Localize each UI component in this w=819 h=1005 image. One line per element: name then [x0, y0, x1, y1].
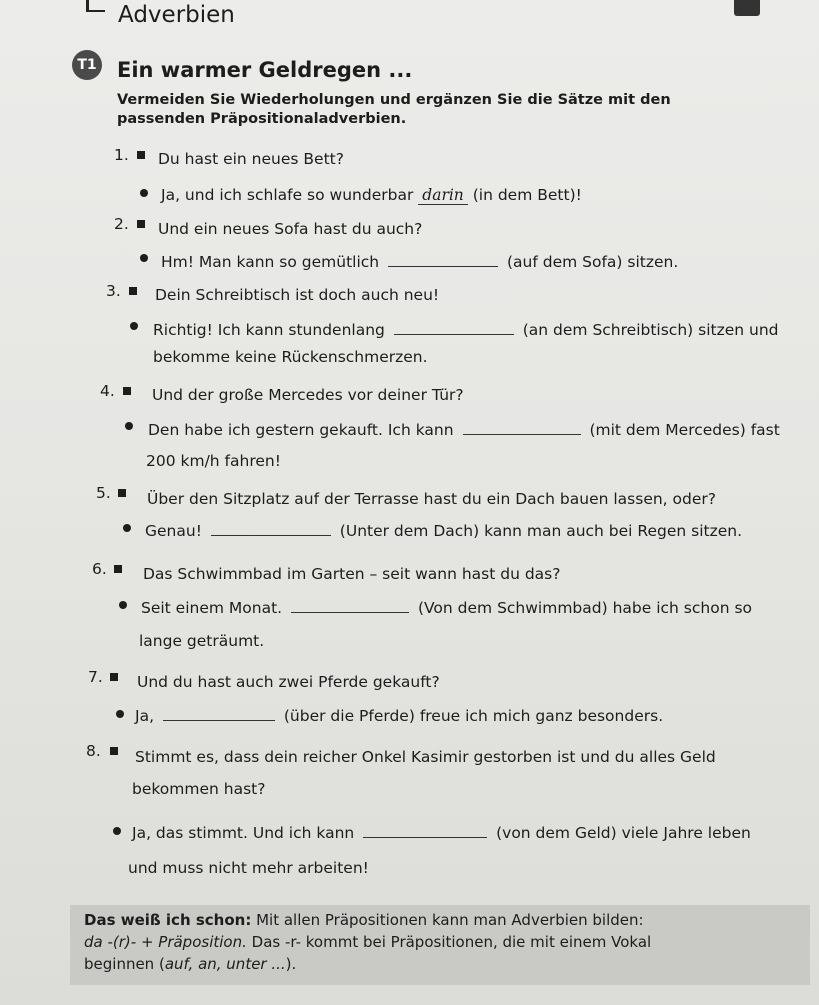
answer-continuation: lange geträumt. — [139, 632, 265, 650]
item-number: 5. — [96, 484, 111, 502]
answer-text-before: Richtig! Ich kann stundenlang — [153, 321, 385, 339]
answer-line — [145, 521, 742, 540]
question-continuation: bekommen hast? — [132, 780, 266, 798]
question-bullet — [110, 673, 118, 681]
question-bullet — [123, 387, 131, 395]
answer-blank[interactable] — [463, 420, 581, 435]
answer-bullet — [140, 254, 148, 262]
question-bullet — [118, 489, 126, 497]
section-header: Adverbien — [118, 2, 235, 28]
answer-bullet — [119, 601, 127, 609]
answer-text-after: (auf dem Sofa) sitzen. — [507, 253, 679, 271]
answer-text-after: (an dem Schreibtisch) sitzen und — [522, 321, 779, 339]
answer-text-before: Genau! — [145, 522, 202, 540]
answer-bullet — [123, 524, 131, 532]
answer-text-after: (über die Pferde) freue ich mich ganz besonders. — [283, 707, 664, 725]
answer-line — [135, 706, 663, 725]
answer-continuation: bekomme keine Rückenschmerzen. — [153, 348, 428, 366]
answer-bullet — [130, 322, 138, 330]
answer-line — [153, 320, 779, 339]
answer-text-before: Ja, und ich schlafe so wunderbar — [161, 186, 414, 204]
question-bullet — [129, 287, 137, 295]
info-text-4: ). — [285, 955, 297, 973]
exercise-instruction: Vermeiden Sie Wiederholungen und ergänzen Sie die Sätze mit den passenden Präpositionaladverbien. — [117, 92, 671, 127]
answer-blank[interactable] — [394, 320, 514, 335]
corner-mark — [86, 0, 105, 12]
info-examples: auf, an, unter ... — [164, 955, 286, 973]
answer-blank[interactable] — [291, 598, 409, 613]
answer-bullet — [116, 710, 124, 718]
answer-text-before: Seit einem Monat. — [141, 599, 283, 617]
item-number: 8. — [86, 742, 101, 760]
answer-blank[interactable] — [388, 252, 498, 267]
answer-text-before: Ja, — [135, 707, 154, 725]
info-line-1 — [84, 909, 796, 931]
answer-text-after: (mit dem Mercedes) fast — [589, 421, 780, 439]
question-text: Über den Sitzplatz auf der Terrasse hast du ein Dach bauen lassen, oder? — [147, 490, 716, 508]
answer-line — [141, 598, 752, 617]
info-lead: Das weiß ich schon: — [84, 911, 252, 929]
answer-text-after: (Von dem Schwimmbad) habe ich schon so — [417, 599, 752, 617]
question-bullet — [137, 151, 145, 159]
question-text: Das Schwimmbad im Garten – seit wann hast du das? — [143, 565, 561, 583]
info-text-3: beginnen ( — [84, 955, 165, 973]
item-number: 4. — [100, 382, 115, 400]
answer-continuation: und muss nicht mehr arbeiten! — [128, 859, 369, 877]
item-number: 7. — [88, 668, 103, 686]
answer-blank[interactable] — [363, 823, 487, 838]
exercise-title: Ein warmer Geldregen ... — [117, 58, 413, 82]
item-number: 1. — [114, 146, 129, 164]
info-formula: da -(r)- + Präposition. — [84, 933, 247, 951]
info-text-1: Mit allen Präpositionen kann man Adverbien bilden: — [256, 911, 644, 929]
answer-line — [148, 420, 780, 439]
page-tab-mark — [734, 0, 760, 16]
handwritten-answer[interactable]: darin — [418, 186, 468, 205]
info-line-2 — [84, 931, 796, 953]
question-bullet — [110, 747, 118, 755]
answer-text-after: (in dem Bett)! — [472, 186, 582, 204]
answer-line — [161, 252, 678, 271]
answer-text-after: (von dem Geld) viele Jahre leben — [496, 824, 751, 842]
answer-line — [132, 823, 751, 842]
answer-text-before: Hm! Man kann so gemütlich — [161, 253, 380, 271]
question-text: Dein Schreibtisch ist doch auch neu! — [155, 286, 440, 304]
answer-continuation: 200 km/h fahren! — [146, 452, 281, 470]
info-line-3 — [84, 953, 796, 975]
answer-text-after: (Unter dem Dach) kann man auch bei Regen sitzen. — [339, 522, 743, 540]
item-number: 3. — [106, 282, 121, 300]
question-text: Und du hast auch zwei Pferde gekauft? — [137, 673, 440, 691]
exercise-badge: T1 — [72, 50, 102, 80]
answer-text-before: Den habe ich gestern gekauft. Ich kann — [148, 421, 454, 439]
answer-text-before: Ja, das stimmt. Und ich kann — [132, 824, 355, 842]
question-text: Du hast ein neues Bett? — [158, 150, 344, 168]
question-bullet — [114, 565, 122, 573]
question-text: Und der große Mercedes vor deiner Tür? — [152, 386, 464, 404]
info-box — [70, 905, 810, 985]
answer-blank[interactable] — [211, 521, 331, 536]
answer-bullet — [113, 827, 121, 835]
item-number: 2. — [114, 215, 129, 233]
answer-line — [161, 186, 582, 204]
question-text: Und ein neues Sofa hast du auch? — [158, 220, 423, 238]
info-text-2: Das -r- kommt bei Präpositionen, die mit einem Vokal — [251, 933, 652, 951]
question-text: Stimmt es, dass dein reicher Onkel Kasimir gestorben ist und du alles Geld — [135, 748, 716, 766]
question-bullet — [137, 220, 145, 228]
answer-bullet — [125, 422, 133, 430]
answer-blank[interactable] — [163, 706, 275, 721]
answer-bullet — [140, 189, 148, 197]
item-number: 6. — [92, 560, 107, 578]
